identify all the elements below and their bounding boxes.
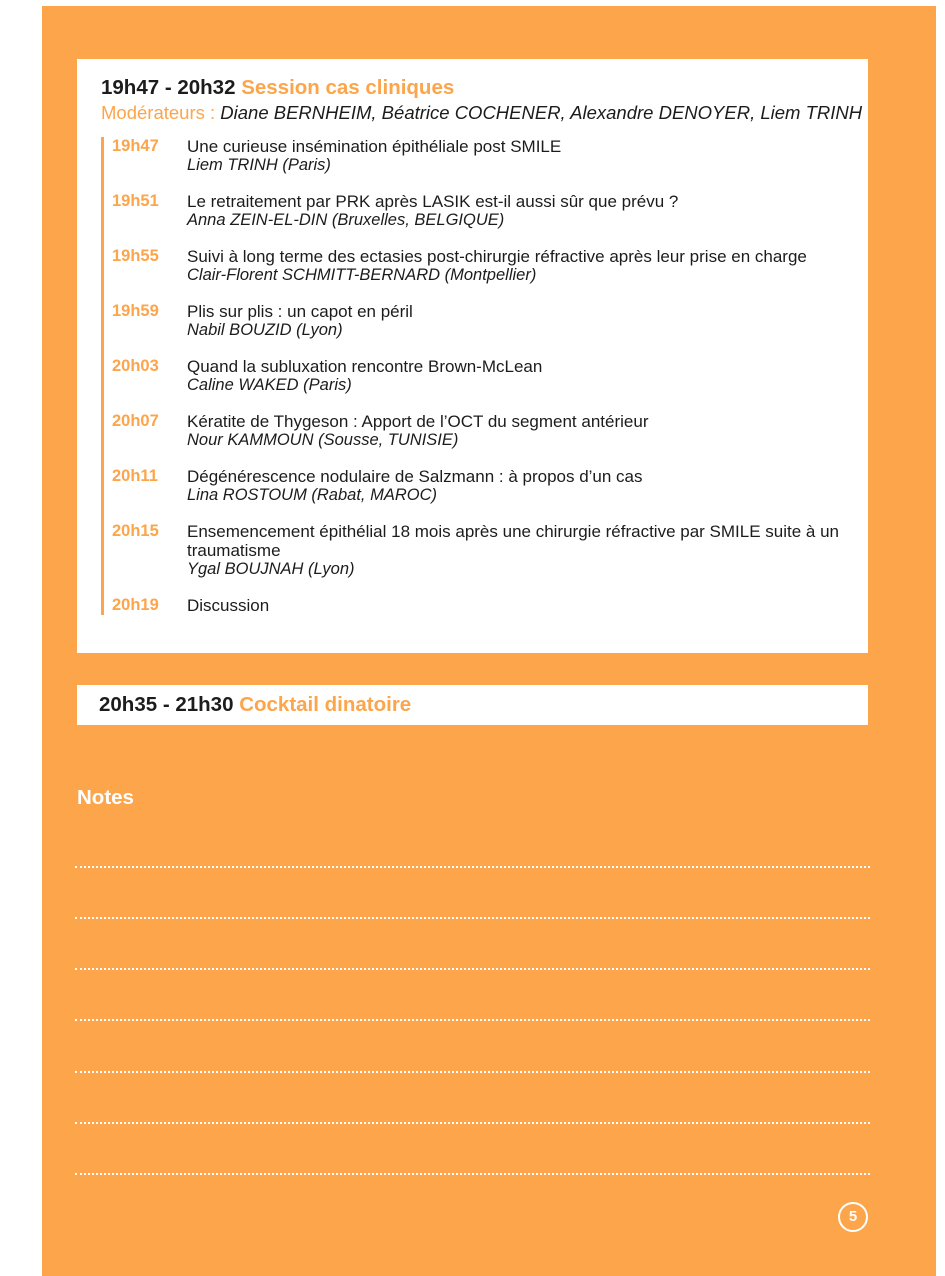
cocktail-title: Cocktail dinatoire [239,693,412,716]
note-line [75,968,870,970]
cocktail-bar [77,685,868,725]
talk-item [112,596,852,615]
talk-speaker: Ygal BOUJNAH (Lyon) [187,560,355,578]
talk-speaker: Liem TRINH (Paris) [187,156,331,174]
talk-title: Quand la subluxation rencontre Brown-McLean [187,357,543,376]
talk-time: 19h59 [112,302,159,320]
talk-title: Suivi à long terme des ectasies post-chirurgie réfractive après leur prise en charge [187,247,807,266]
talk-item [112,357,852,394]
moderators-line [101,101,868,125]
session-title: Session cas cliniques [241,76,455,99]
session-time: 19h47 - 20h32 [101,76,236,99]
note-line [75,1122,870,1124]
program-page [42,6,936,1276]
talk-speaker: Lina ROSTOUM (Rabat, MAROC) [187,486,437,504]
talk-list [101,137,852,615]
talk-item [112,192,852,229]
talk-item [112,522,852,578]
talk-item [112,247,852,284]
talk-speaker: Anna ZEIN-EL-DIN (Bruxelles, BELGIQUE) [187,211,505,229]
talk-speaker: Caline WAKED (Paris) [187,376,352,394]
talk-item [112,412,852,449]
note-line [75,1173,870,1175]
note-line [75,1071,870,1073]
talk-title: Discussion [187,596,270,615]
talk-title: Le retraitement par PRK après LASIK est-il aussi sûr que prévu ? [187,192,679,211]
moderators-names: Diane BERNHEIM, Béatrice COCHENER, Alexandre DENOYER, Liem TRINH [220,102,863,123]
talk-speaker: Clair-Florent SCHMITT-BERNARD (Montpellier) [187,266,537,284]
talk-time: 20h03 [112,357,159,375]
talk-item [112,137,852,174]
page-number: 5 [838,1202,868,1232]
notes-title: Notes [77,786,134,809]
talk-title: Kératite de Thygeson : Apport de l’OCT du segment antérieur [187,412,649,431]
note-line [75,1019,870,1021]
talk-title: Dégénérescence nodulaire de Salzmann : à propos d’un cas [187,467,643,486]
talk-time: 20h11 [112,467,158,485]
talk-title: Ensemencement épithélial 18 mois après une chirurgie réfractive par SMILE suite à un traumatisme [187,522,840,560]
note-line [75,917,870,919]
talk-time: 20h19 [112,596,159,614]
session-header [101,75,868,101]
talk-time: 19h55 [112,247,159,265]
talk-item [112,302,852,339]
talk-time: 20h15 [112,522,159,540]
talk-time: 20h07 [112,412,159,430]
talk-time: 19h47 [112,137,159,155]
session-card [77,59,868,653]
talk-title: Une curieuse insémination épithéliale post SMILE [187,137,562,156]
moderators-label: Modérateurs : [101,102,216,123]
note-line [75,866,870,868]
cocktail-time: 20h35 - 21h30 [99,693,234,716]
talk-speaker: Nabil BOUZID (Lyon) [187,321,343,339]
talk-time: 19h51 [112,192,159,210]
talk-item [112,467,852,504]
talk-title: Plis sur plis : un capot en péril [187,302,413,321]
talk-speaker: Nour KAMMOUN (Sousse, TUNISIE) [187,431,459,449]
